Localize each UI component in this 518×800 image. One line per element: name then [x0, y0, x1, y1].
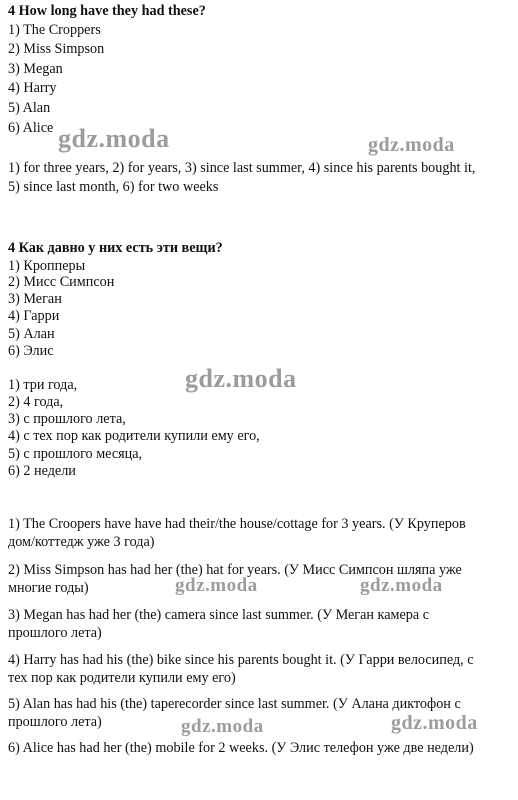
answer-ru: 1) три года,	[8, 377, 78, 393]
watermark: gdz.moda	[185, 364, 297, 393]
list-item: 4) Harry	[8, 80, 57, 96]
sentence-line: тех пор как родители купили ему его)	[8, 670, 236, 686]
sentence-line: прошлого лета)	[8, 625, 102, 641]
answer-ru: 3) с прошлого лета,	[8, 411, 126, 427]
list-item: 1) The Croppers	[8, 22, 101, 38]
heading-ru: 4 Как давно у них есть эти вещи?	[8, 240, 223, 256]
answer-ru: 4) с тех пор как родители купили ему его,	[8, 428, 260, 444]
list-item: 5) Алан	[8, 326, 55, 342]
sentence-line: прошлого лета)	[8, 714, 102, 730]
sentence-line: 3) Megan has had her (the) camera since last summer. (У Меган камера с	[8, 607, 430, 623]
sentence-line: 4) Harry has had his (the) bike since his parents bought it. (У Гарри велосипед, с	[8, 652, 474, 668]
list-item: 2) Miss Simpson	[8, 41, 105, 57]
list-item: 4) Гарри	[8, 308, 60, 324]
sentence-line: 1) The Croopers have have had their/the house/cottage for 3 years. (У Круперов	[8, 516, 466, 532]
sentence-line: 6) Alice has had her (the) mobile for 2 weeks. (У Элис телефон уже две недели)	[8, 740, 474, 756]
sentence-line: дом/коттедж уже 3 года)	[8, 534, 155, 550]
list-item: 3) Megan	[8, 61, 63, 77]
list-item: 1) Кропперы	[8, 258, 86, 274]
sentence-line: многие годы)	[8, 580, 89, 596]
list-item: 5) Alan	[8, 100, 51, 116]
answer-ru: 6) 2 недели	[8, 463, 76, 479]
sentence-line: 2) Miss Simpson has had her (the) hat for years. (У Мисс Симпсон шляпа уже	[8, 562, 462, 578]
watermark: gdz.moda	[368, 134, 455, 156]
list-item: 2) Мисс Симпсон	[8, 274, 115, 290]
watermark: gdz.moda	[58, 124, 170, 153]
heading-en: 4 How long have they had these?	[8, 3, 206, 19]
list-item: 6) Элис	[8, 343, 54, 359]
answer-ru: 5) с прошлого месяца,	[8, 446, 143, 462]
answer-ru: 2) 4 года,	[8, 394, 64, 410]
watermark: gdz.moda	[360, 575, 443, 596]
sentence-line: 5) Alan has had his (the) taperecorder since last summer. (У Алана диктофон с	[8, 696, 461, 712]
answers-en-line: 5) since last month, 6) for two weeks	[8, 179, 219, 195]
watermark: gdz.moda	[391, 712, 478, 734]
list-item: 6) Alice	[8, 120, 54, 136]
watermark: gdz.moda	[181, 716, 264, 737]
answers-en-line: 1) for three years, 2) for years, 3) since last summer, 4) since his parents bought it,	[8, 160, 476, 176]
list-item: 3) Меган	[8, 291, 62, 307]
watermark: gdz.moda	[175, 575, 258, 596]
